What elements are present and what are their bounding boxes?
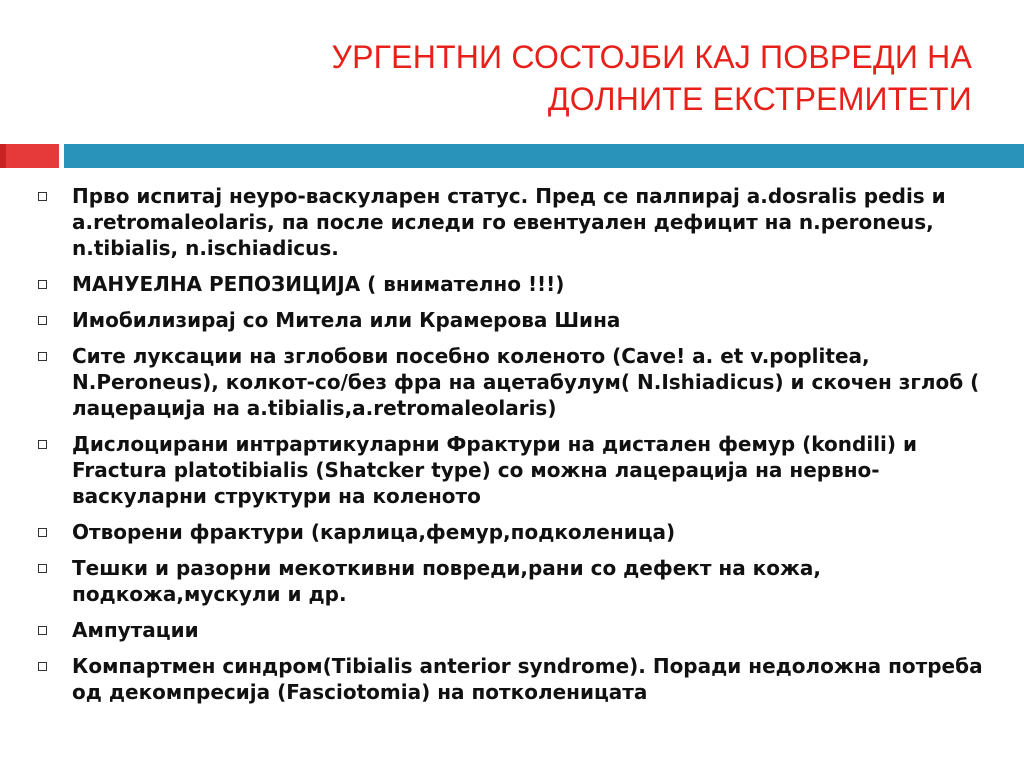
hollow-square-icon <box>38 564 47 573</box>
accent-bar-red-edge <box>0 144 6 168</box>
list-item-text: Прво испитај неуро-васкуларен статус. Пред се палпирај a.dosralis pedis и a.retromaleolaris, па после иследи го евентуален дефицит на n.peroneus, n.tibialis, n.ischiadicus. <box>72 184 946 260</box>
list-item-text: Имобилизирај со Мителa или Крамерова Шина <box>72 308 621 332</box>
list-item-text: Ампутации <box>72 618 199 642</box>
slide-title-line-2: ДОЛНИТЕ ЕКСТРЕМИТЕТИ <box>547 81 972 117</box>
list-item <box>38 431 988 509</box>
hollow-square-icon <box>38 662 47 671</box>
list-item-text: Дислоцирани интрартикуларни Фрактури на дистален фемур (kondili) и Fractura platotibialis (Shatcker type) со можна лацерација на нервно-васкуларни структури на коленото <box>72 432 918 508</box>
hollow-square-icon <box>38 192 47 201</box>
list-item <box>38 183 988 261</box>
list-item-text: Отворени фрактури (карлица,фемур,подколеница) <box>72 520 676 544</box>
hollow-square-icon <box>38 280 47 289</box>
slide-title-line-1: УРГЕНТНИ СОСТОЈБИ КАЈ ПОВРЕДИ НА <box>331 39 972 75</box>
hollow-square-icon <box>38 528 47 537</box>
list-item-text: Сите луксации на зглобови посебно коленото (Cave! a. et v.poplitea, N.Peroneus), колкот-со/без фра на ацетабулум( N.Ishiadicus) и скочен зглоб ( лацерација на a.tibialis,a.retromaleolaris) <box>72 344 980 420</box>
list-item <box>38 519 988 545</box>
slide-title <box>212 36 972 120</box>
list-item <box>38 271 988 297</box>
list-item <box>38 617 988 643</box>
list-item <box>38 653 988 705</box>
list-item <box>38 555 988 607</box>
list-item <box>38 307 988 333</box>
hollow-square-icon <box>38 626 47 635</box>
list-item <box>38 343 988 421</box>
list-item-text: Компартмен синдром(Tibialis anterior syndrome). Поради недоложна потреба од декомпресија (Fasciotomia) на потколеницата <box>72 654 983 704</box>
accent-bar-blue <box>64 144 1024 168</box>
hollow-square-icon <box>38 352 47 361</box>
accent-bar-red <box>0 144 59 168</box>
list-item-text: МАНУЕЛНА РЕПОЗИЦИЈА ( внимателно !!!) <box>72 272 565 296</box>
list-item-text: Тешки и разорни мекоткивни повреди,рани со дефект на кожа, подкожа,мускули и др. <box>72 556 821 606</box>
hollow-square-icon <box>38 440 47 449</box>
hollow-square-icon <box>38 316 47 325</box>
bullet-list <box>38 183 988 715</box>
